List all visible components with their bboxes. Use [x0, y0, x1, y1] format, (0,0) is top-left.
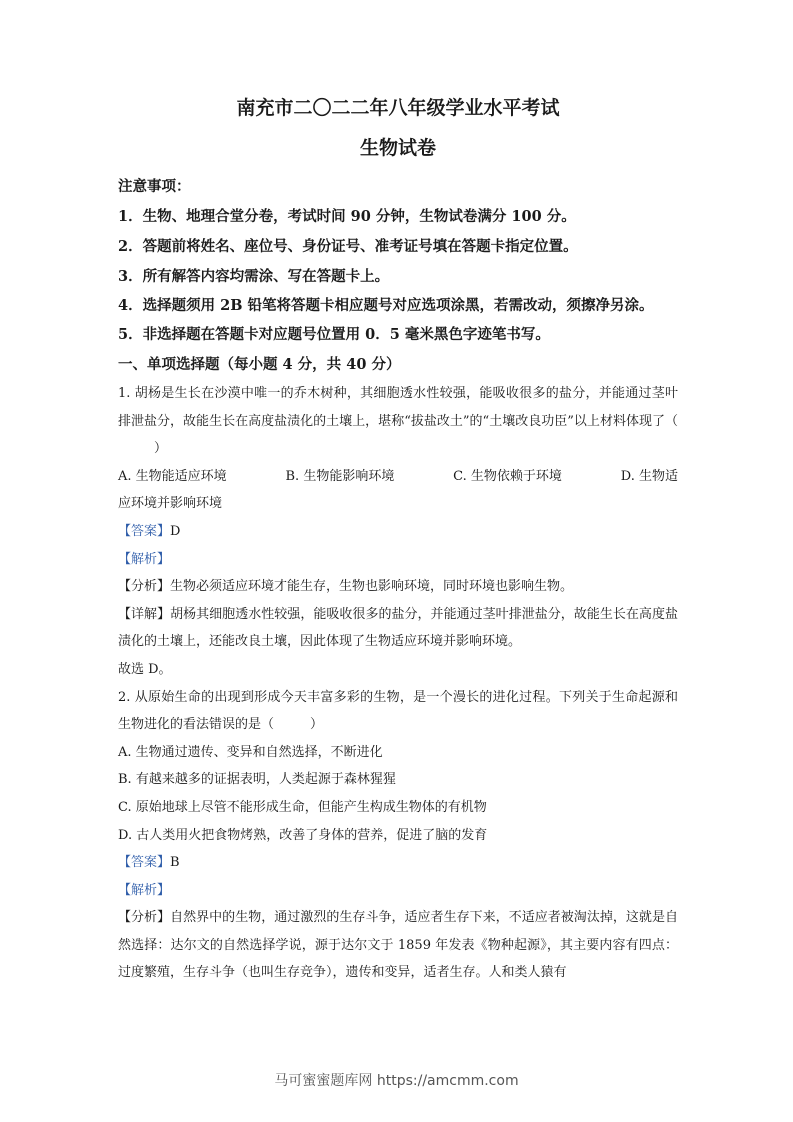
notice-heading: 注意事项：: [118, 178, 191, 195]
question-2-paren-close: ）: [310, 717, 324, 733]
question-1-paren-close: ）: [154, 441, 168, 457]
answer-tag: 【答案】: [118, 523, 171, 539]
notice-item: 4．选择题须用 2B 铅笔将答题卡相应题号对应选项涂黑，若需改动，须擦净另涂。: [118, 297, 654, 314]
fenxi-tag: 【分析】: [118, 910, 171, 926]
xiangjie-text: 胡杨其细胞透水性较强，能吸收很多的盐分，并能通过茎叶排泄盐分，故能生长在高度盐渍化的土壤上，还能改良土壤，因此体现了生物适应环境并影响环境。: [118, 606, 678, 650]
notice-item: 2．答题前将姓名、座位号、身份证号、准考证号填在答题卡指定位置。: [118, 238, 578, 255]
page-content: [118, 96, 678, 987]
answer-value: D: [170, 523, 181, 539]
option-d-continued: 应环境并影响环境: [118, 496, 223, 512]
fenxi-tag: 【分析】: [118, 579, 171, 595]
notice-item: 5．非选择题在答题卡对应题号位置用 0．5 毫米黑色字迹笔书写。: [118, 326, 550, 343]
answer-tag: 【答案】: [118, 855, 171, 871]
question-1-text: 1. 胡杨是生长在沙漠中唯一的乔木树种，其细胞透水性较强，能吸收很多的盐分，并能通过茎叶排泄盐分，故能生长在高度盐渍化的土壤上，堪称“拔盐改土”的“土壤改良功臣”以上材料体现了（: [118, 386, 678, 429]
footer-watermark: 马可蜜蜜题库网 https://amcmm.com: [274, 1073, 519, 1089]
fenxi-text: 自然界中的生物，通过激烈的生存斗争，适应者生存下来，不适应者被淘汰掉，这就是自然选择：达尔文的自然选择学说，源于达尔文于 1859 年发表《物种起源》，其主要内容有四点：过度繁殖，生存斗争（也叫生存竞争），遗传和变异，适者生存。人和类人猿有: [118, 910, 678, 981]
fenxi-paragraph: [118, 573, 678, 601]
option-b: B. 生物能影响环境: [285, 468, 395, 484]
answer-line: [118, 518, 678, 546]
question-2-text: 2. 从原始生命的出现到形成今天丰富多彩的生物，是一个漫长的进化过程。下列关于生命起源和生物进化的看法错误的是（: [118, 689, 678, 733]
option-a: A. 生物通过遗传、变异和自然选择，不断进化: [118, 744, 383, 760]
option-c: C. 原始地球上尽管不能形成生命，但能产生构成生物体的有机物: [118, 799, 487, 815]
question-1-options: [118, 463, 678, 491]
fenxi-paragraph: [118, 904, 678, 987]
answer-value: B: [170, 855, 180, 871]
conclusion: 故选 D。: [118, 661, 172, 677]
option-b: B. 有越来越多的证据表明，人类起源于森林猩猩: [118, 772, 396, 788]
page-title: 南充市二〇二二年八年级学业水平考试: [236, 97, 560, 119]
answer-line: [118, 849, 678, 877]
page-subtitle: 生物试卷: [359, 137, 436, 159]
notice-item: 1．生物、地理合堂分卷，考试时间 90 分钟，生物试卷满分 100 分。: [118, 208, 576, 225]
notice-item: 3．所有解答内容均需涂、写在答题卡上。: [118, 268, 390, 285]
xiangjie-paragraph: [118, 601, 678, 656]
section-heading: 一、单项选择题（每小题 4 分，共 40 分）: [118, 356, 401, 373]
analysis-tag: 【解析】: [118, 882, 171, 898]
option-c: C. 生物依赖于环境: [453, 468, 562, 484]
fenxi-text: 生物必须适应环境才能生存，生物也影响环境，同时环境也影响生物。: [170, 579, 574, 595]
option-d: D. 古人类用火把食物烤熟，改善了身体的营养，促进了脑的发育: [118, 827, 488, 843]
option-a: A. 生物能适应环境: [118, 468, 227, 484]
option-d: D. 生物适: [620, 468, 678, 484]
xiangjie-tag: 【详解】: [118, 606, 171, 622]
question-2-stem: [118, 684, 678, 739]
question-1-stem: [118, 380, 678, 463]
analysis-tag: 【解析】: [118, 551, 171, 567]
